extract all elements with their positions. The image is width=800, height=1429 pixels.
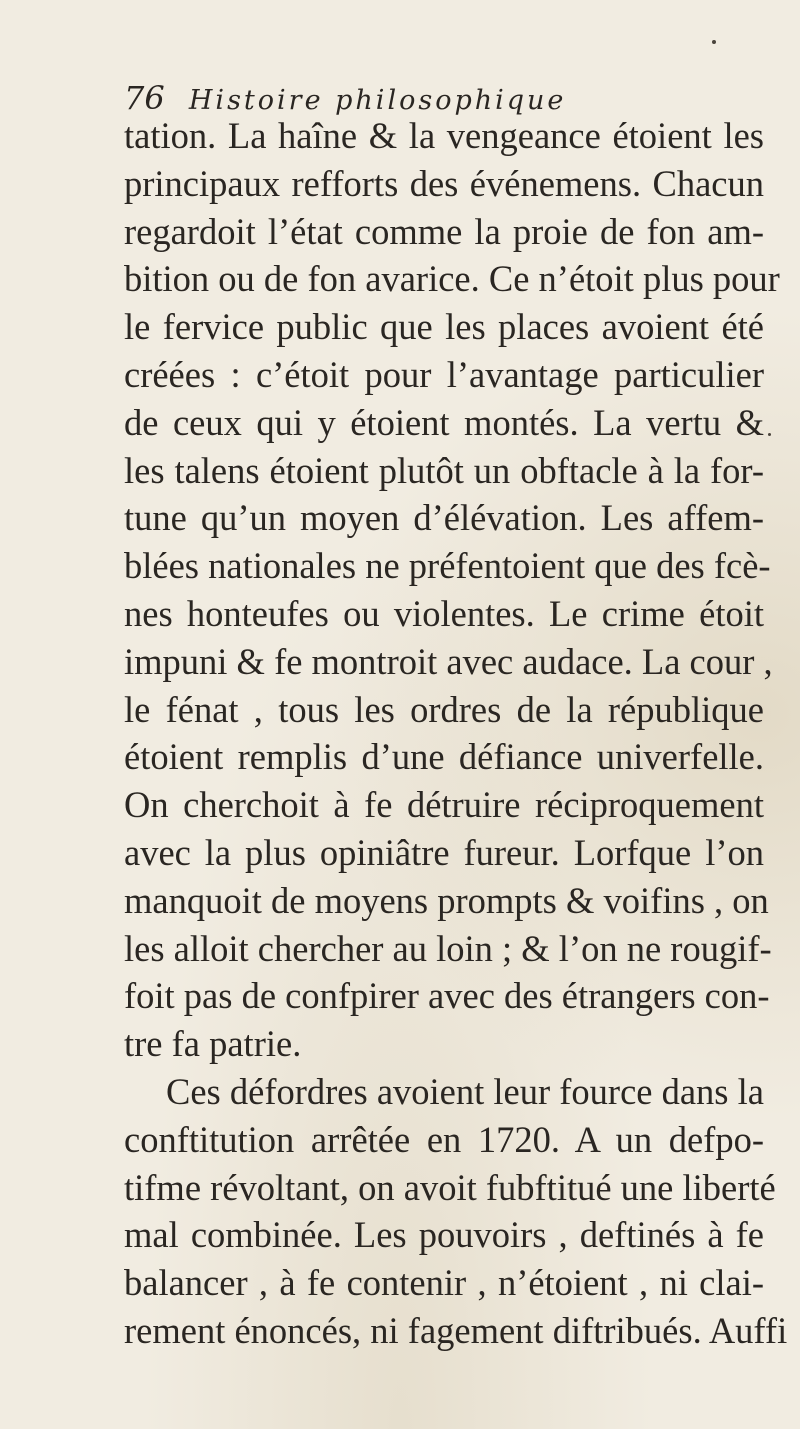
text-line: rement énoncés, ni fagement diftribués. Auffi (124, 1309, 788, 1351)
text-line: impuni & fe montroit avec audace. La cour , (124, 640, 773, 682)
text-line: tune qu’un moyen d’élévation. Les affem- (124, 497, 764, 539)
body-text (124, 112, 788, 1355)
text-line: de ceux qui y étoient montés. La vertu & (124, 401, 764, 443)
page-number: 76 (124, 79, 165, 117)
running-title: Histoire philosophique (188, 85, 567, 116)
text-line: le fénat , tous les ordres de la république (124, 688, 764, 730)
text-line: avec la plus opiniâtre fureur. Lorfque l’on (124, 831, 764, 873)
text-line: tation. La haîne & la vengeance étoient les (124, 115, 764, 156)
text-line: tifme révoltant, on avoit fubftitué une liberté (124, 1166, 776, 1208)
text-line: regardoit l’état comme la proie de fon am- (124, 210, 764, 252)
text-line: étoient remplis d’une défiance univerfelle. (124, 736, 764, 778)
text-line: blées nationales ne préfentoient que des fcè- (124, 545, 771, 587)
text-line: manquoit de moyens prompts & voifins , on (124, 879, 769, 921)
text-line: les talens étoient plutôt un obftacle à la for- (124, 449, 764, 491)
text-line: conftitution arrêtée en 1720. A un defpo- (124, 1118, 764, 1160)
paragraph-start-line: Ces défordres avoient leur fource dans la (166, 1070, 764, 1112)
ink-speck (712, 40, 716, 44)
text-line: nes honteufes ou violentes. Le crime étoit (124, 592, 764, 634)
text-line: balancer , à fe contenir , n’étoient , ni clai- (124, 1262, 764, 1304)
text-line: foit pas de confpirer avec des étrangers con- (124, 975, 770, 1017)
text-line: On cherchoit à fe détruire réciproquement (124, 784, 764, 826)
paragraph-end-line: tre fa patrie. (124, 1023, 302, 1065)
text-line: créées : c’étoit pour l’avantage particulier (124, 353, 764, 395)
text-line: les alloit chercher au loin ; & l’on ne rougif- (124, 927, 772, 969)
text-line: le fervice public que les places avoient été (124, 306, 764, 348)
ink-speck (768, 433, 771, 436)
text-line: bition ou de fon avarice. Ce n’étoit plus pour (124, 258, 780, 300)
text-line: principaux refforts des événemens. Chacun (124, 162, 764, 204)
text-line: mal combinée. Les pouvoirs , deftinés à fe (124, 1214, 764, 1256)
